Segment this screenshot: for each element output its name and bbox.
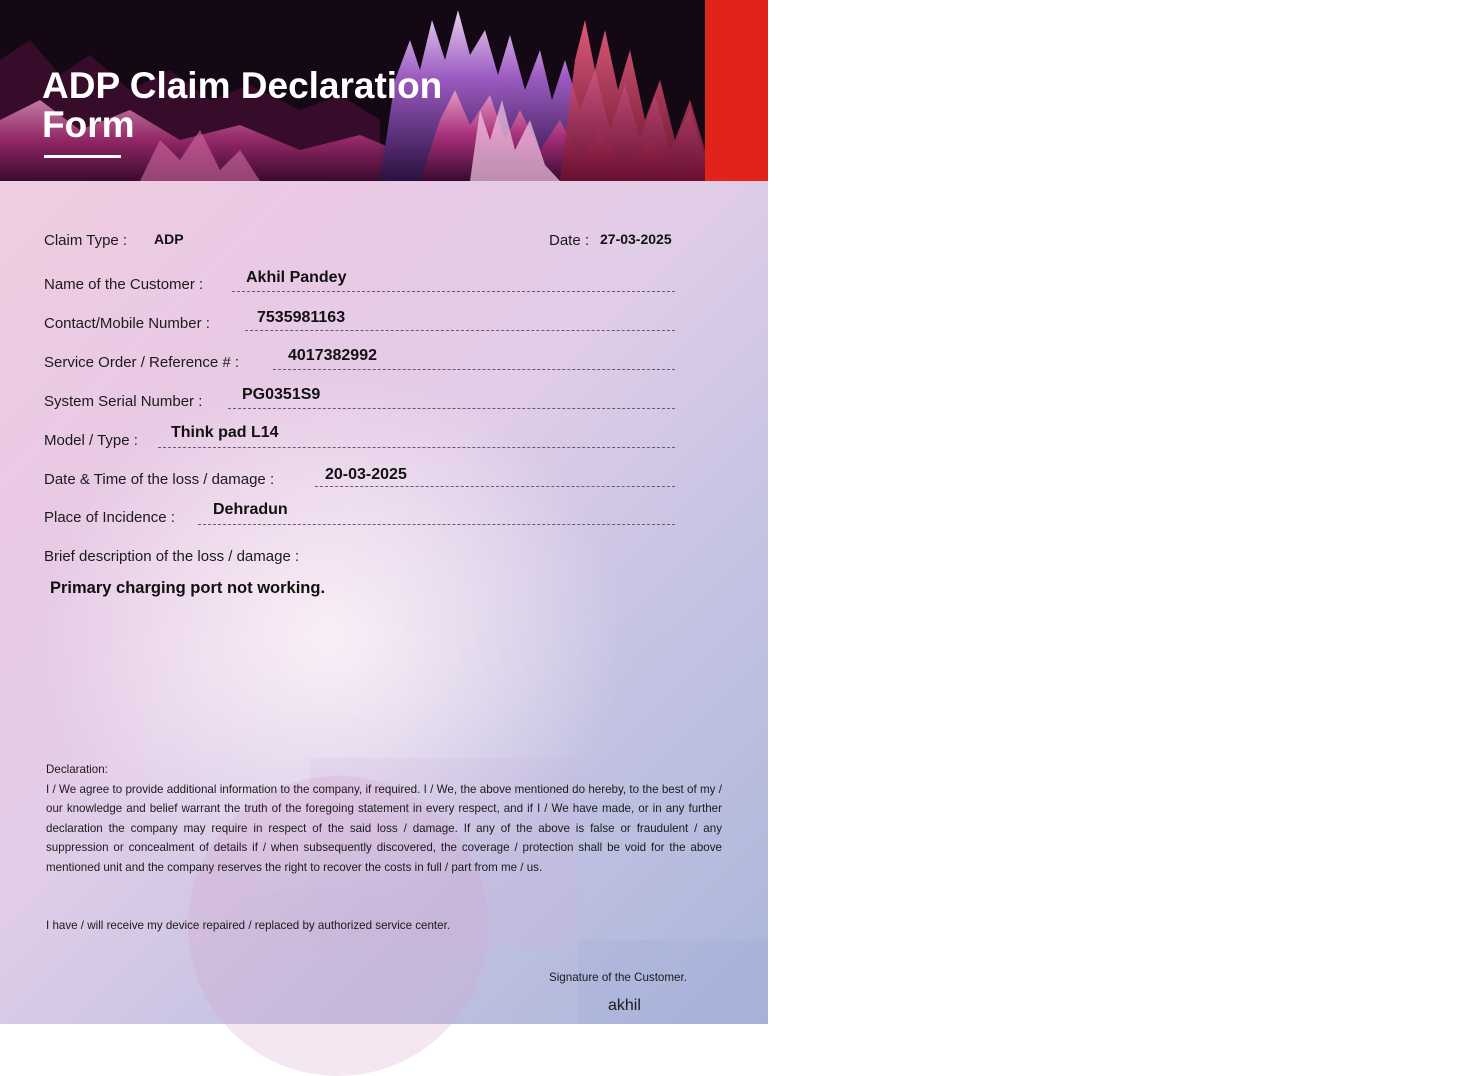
lenovo-logo <box>705 0 1460 181</box>
serial-number-value: PG0351S9 <box>242 386 321 403</box>
loss-date-value: 20-03-2025 <box>325 466 407 483</box>
service-order-label: Service Order / Reference # : <box>44 354 240 371</box>
customer-name-label: Name of the Customer : <box>44 276 204 293</box>
model-type-line <box>158 447 675 448</box>
model-type-value: Think pad L14 <box>171 424 279 441</box>
place-line <box>198 524 675 525</box>
date-label: Date : <box>549 232 590 249</box>
customer-name-line <box>232 291 675 292</box>
title-underline <box>44 155 121 158</box>
claim-type-value: ADP <box>154 231 184 247</box>
form-title-line2: Form <box>42 104 135 145</box>
declaration-block <box>46 760 722 878</box>
claim-type-label: Claim Type : <box>44 232 128 249</box>
lenovo-logo-text: Lenovo <box>1421 31 1460 149</box>
customer-name-value: Akhil Pandey <box>246 269 347 286</box>
description-label: Brief description of the loss / damage : <box>44 548 300 565</box>
form-title-line1: ADP Claim Declaration <box>42 65 443 106</box>
date-value: 27-03-2025 <box>600 231 672 247</box>
signature-label: Signature of the Customer. <box>549 971 687 984</box>
contact-number-line <box>245 330 675 331</box>
repair-statement: I have / will receive my device repaired / replaced by authorized service center. <box>46 919 451 932</box>
service-order-line <box>273 369 675 370</box>
model-type-label: Model / Type : <box>44 432 138 449</box>
form-title <box>42 66 442 144</box>
description-value: Primary charging port not working. <box>50 579 326 597</box>
contact-number-value: 7535981163 <box>257 309 346 326</box>
service-order-value: 4017382992 <box>288 347 377 364</box>
serial-number-line <box>228 408 675 409</box>
contact-number-label: Contact/Mobile Number : <box>44 315 210 332</box>
declaration-text: I / We agree to provide additional information to the company, if required. I / We, the above mentioned do hereby, to the best of my / our knowledge and belief warrant the truth of the foregoing statement in every respect, and if I / We have made, or in any further declaration the company may require in respect of the said loss / damage. If any of the above is false or fraudulent / any suppression or concealment of details if / when subsequently discovered, the coverage / protection shall be void for the above mentioned unit and the company reserves the right to recover the costs in full / part from me / us. <box>46 782 722 874</box>
loss-date-label: Date & Time of the loss / damage : <box>44 471 275 488</box>
serial-number-label: System Serial Number : <box>44 393 203 410</box>
place-label: Place of Incidence : <box>44 509 175 526</box>
header-banner <box>0 0 1460 181</box>
signature-value: akhil <box>608 997 641 1014</box>
place-value: Dehradun <box>213 501 288 518</box>
declaration-title: Declaration: <box>46 763 108 776</box>
loss-date-line <box>315 486 675 487</box>
